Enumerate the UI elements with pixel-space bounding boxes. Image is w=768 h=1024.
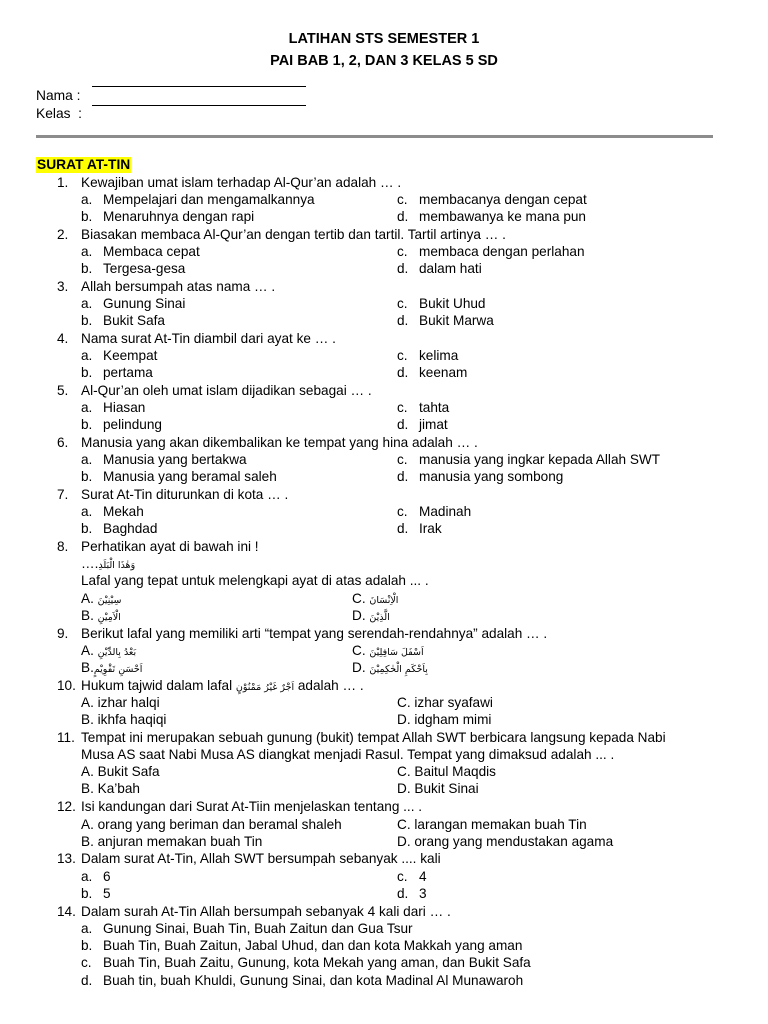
question-11 [57, 729, 737, 746]
option-text: Mekah [103, 504, 144, 519]
option-text: Buah Tin, Buah Zaitu, Gunung, kota Mekah yang aman, dan Bukit Safa [103, 955, 531, 970]
option-b: b. pelindung [81, 417, 162, 432]
option-text: pelindung [103, 417, 162, 432]
option-text: orang yang beriman dan beramal shaleh [97, 817, 342, 832]
option-text: Bukit Safa [97, 764, 160, 779]
option-d: D. Bukit Sinai [397, 781, 479, 796]
option-text: Irak [419, 521, 442, 536]
option-c: c. tahta [397, 400, 450, 415]
kelas-blank-line [92, 105, 306, 106]
option-text: Menaruhnya dengan rapi [103, 209, 255, 224]
option-arabic: اَسْفَلَ سَافِلِيْنَ [369, 647, 424, 658]
option-a: a. Gunung Sinai [81, 296, 186, 311]
option-d: d. Irak [397, 521, 442, 536]
question-text-2: Musa AS saat Nabi Musa AS diangkat menjadi Rasul. Tempat yang dimaksud adalah ... . [81, 747, 615, 762]
question-4 [57, 330, 737, 347]
option-text: Bukit Uhud [419, 296, 486, 311]
option-b: B. anjuran memakan buah Tin [81, 834, 263, 849]
option-a: a. Mekah [81, 504, 144, 519]
question-text: Surat At-Tin diturunkan di kota … . [81, 487, 289, 502]
option-c: C. izhar syafawi [397, 695, 493, 710]
option-text: jimat [419, 417, 448, 432]
question-text: Manusia yang akan dikembalikan ke tempat yang hina adalah … . [81, 435, 478, 450]
question-number: 3. [57, 279, 69, 294]
option-a: a. Manusia yang bertakwa [81, 452, 247, 467]
option-d: D. بِاَحْكَمِ الْحٰكِمِيْنَ [352, 660, 428, 675]
option-text: Bukit Safa [103, 313, 165, 328]
question-text: Hukum tajwid dalam lafal [81, 678, 233, 693]
option-text: izhar halqi [97, 695, 160, 710]
option-text: membawanya ke mana pun [419, 209, 586, 224]
question-13 [57, 850, 737, 867]
option-b: b. 5 [81, 886, 111, 901]
option-a: A. izhar halqi [81, 695, 160, 710]
ayat-arabic: وَهٰذَا الْبَلَدِ [98, 560, 136, 571]
option-arabic: بِاَحْكَمِ الْحٰكِمِيْنَ [369, 664, 428, 675]
question-number: 8. [57, 539, 69, 554]
question-2 [57, 226, 737, 243]
option-c: C. larangan memakan buah Tin [397, 817, 587, 832]
option-d: D. orang yang mendustakan agama [397, 834, 614, 849]
question-number: 10. [57, 678, 76, 693]
option-a: a. Keempat [81, 348, 158, 363]
option-text: izhar syafawi [414, 695, 493, 710]
option-text: tahta [419, 400, 450, 415]
option-b: b. pertama [81, 365, 153, 380]
option-c: c. Bukit Uhud [397, 296, 486, 311]
option-d: d. Buah tin, buah Khuldi, Gunung Sinai, dan kota Madinal Al Munawaroh [81, 973, 524, 988]
worksheet-title: LATIHAN STS SEMESTER 1 [288, 31, 480, 47]
question-text: Nama surat At-Tin diambil dari ayat ke … . [81, 331, 336, 346]
option-text: Bukit Marwa [419, 313, 494, 328]
option-text: keenam [419, 365, 468, 380]
nama-blank-line [92, 86, 306, 87]
option-text: manusia yang sombong [419, 469, 564, 484]
option-b: b. Tergesa-gesa [81, 261, 186, 276]
question-text: Perhatikan ayat di bawah ini ! [81, 539, 259, 554]
option-text: Hiasan [103, 400, 146, 415]
option-d: D. الَّذِيْنَ [352, 608, 390, 623]
option-a: A. orang yang beriman dan beramal shaleh [81, 817, 342, 832]
question-text: Tempat ini merupakan sebuah gunung (bukit) tempat Allah SWT berbicara langsung kepada Nabi [81, 730, 666, 745]
question-number: 14. [57, 904, 76, 919]
option-c: c. Madinah [397, 504, 472, 519]
question-7 [57, 486, 737, 503]
question-8 [57, 538, 737, 555]
option-text: ikhfa haqiqi [97, 712, 167, 727]
question-text-2: Lafal yang tepat untuk melengkapi ayat di atas adalah ... . [81, 573, 429, 588]
question-number: 4. [57, 331, 69, 346]
option-text: manusia yang ingkar kepada Allah SWT [419, 452, 661, 467]
option-text: Gunung Sinai, Buah Tin, Buah Zaitun dan Gua Tsur [103, 921, 413, 936]
option-text: Keempat [103, 348, 158, 363]
question-number: 11. [57, 730, 75, 745]
option-c: C. الْاِنْسَانَ [352, 591, 399, 606]
option-b: B. Ka’bah [81, 781, 140, 796]
option-c: c. manusia yang ingkar kepada Allah SWT [397, 452, 661, 467]
option-text: membacanya dengan cepat [419, 192, 587, 207]
option-a: A. Bukit Safa [81, 764, 160, 779]
option-text: Membaca cepat [103, 244, 200, 259]
option-text: Tergesa-gesa [103, 261, 186, 276]
option-d: d. 3 [397, 886, 427, 901]
question-text: Allah bersumpah atas nama … . [81, 279, 276, 294]
question-text: Biasakan membaca Al-Qur’an dengan tertib dan tartil. Tartil artinya … . [81, 227, 506, 242]
option-arabic: الْاِنْسَانَ [369, 595, 399, 606]
option-arabic: الَّذِيْنَ [369, 612, 390, 623]
option-text: 4 [419, 869, 427, 884]
question-number: 1. [57, 175, 69, 190]
option-c: c. membacanya dengan cepat [397, 192, 587, 207]
question-text: Berikut lafal yang memiliki arti “tempat yang serendah-rendahnya” adalah … . [81, 626, 548, 641]
question-number: 2. [57, 227, 69, 242]
option-b: B.اَحْسَنِ تَقْوِيْمٍ [81, 660, 143, 675]
question-text: Al-Qur’an oleh umat islam dijadikan sebagai … . [81, 383, 372, 398]
option-arabic: سِيْنِيْنَ [97, 595, 122, 606]
question-1 [57, 174, 737, 191]
option-text: larangan memakan buah Tin [414, 817, 587, 832]
option-text: Madinah [419, 504, 472, 519]
nama-label: Nama : [36, 88, 81, 103]
option-a: A. سِيْنِيْنَ [81, 591, 122, 606]
option-a: a. 6 [81, 869, 111, 884]
option-text: 6 [103, 869, 111, 884]
option-b: b. Manusia yang beramal saleh [81, 469, 277, 484]
kelas-label: Kelas : [36, 106, 83, 121]
option-text: pertama [103, 365, 153, 380]
option-text: membaca dengan perlahan [419, 244, 585, 259]
option-text: orang yang mendustakan agama [414, 834, 614, 849]
question-number: 12. [57, 799, 76, 814]
question-number: 7. [57, 487, 69, 502]
ayat-dots: …. [81, 556, 99, 571]
option-text: Manusia yang beramal saleh [103, 469, 277, 484]
question-14 [57, 903, 737, 920]
option-c: c. Buah Tin, Buah Zaitu, Gunung, kota Mekah yang aman, dan Bukit Safa [81, 955, 531, 970]
option-b: b. Baghdad [81, 521, 158, 536]
question-9 [57, 625, 737, 642]
question-number: 6. [57, 435, 69, 450]
option-b: b. Menaruhnya dengan rapi [81, 209, 255, 224]
option-text: dalam hati [419, 261, 482, 276]
option-c: c. 4 [397, 869, 427, 884]
header-divider [36, 135, 713, 138]
question-12 [57, 798, 737, 815]
option-c: c. kelima [397, 348, 459, 363]
option-d: d. membawanya ke mana pun [397, 209, 586, 224]
question-number: 9. [57, 626, 69, 641]
option-text: Ka’bah [97, 781, 140, 796]
option-b: B. ikhfa haqiqi [81, 712, 167, 727]
option-arabic: بَعْدُ بِالدِّيْنِ [97, 647, 137, 658]
option-text: Manusia yang bertakwa [103, 452, 247, 467]
option-c: C. اَسْفَلَ سَافِلِيْنَ [352, 643, 424, 658]
option-a: a. Gunung Sinai, Buah Tin, Buah Zaitun dan Gua Tsur [81, 921, 413, 936]
option-text: Buah Tin, Buah Zaitun, Jabal Uhud, dan dan kota Makkah yang aman [103, 938, 523, 953]
option-arabic: الْاَمِيْنِ [97, 612, 121, 623]
question-text: Isi kandungan dari Surat At-Tiin menjelaskan tentang ... . [81, 799, 423, 814]
option-d: d. dalam hati [397, 261, 482, 276]
option-text: Baghdad [103, 521, 158, 536]
option-b: b. Bukit Safa [81, 313, 165, 328]
option-arabic: اَحْسَنِ تَقْوِيْمٍ [93, 664, 143, 675]
question-5 [57, 382, 737, 399]
question-number: 13. [57, 851, 76, 866]
question-number: 5. [57, 383, 69, 398]
option-d: D. idgham mimi [397, 712, 492, 727]
option-a: a. Hiasan [81, 400, 146, 415]
option-text: 3 [419, 886, 427, 901]
question-text: Dalam surat At-Tin, Allah SWT bersumpah sebanyak .... kali [81, 851, 441, 866]
option-text: Gunung Sinai [103, 296, 186, 311]
option-b: b. Buah Tin, Buah Zaitun, Jabal Uhud, dan dan kota Makkah yang aman [81, 938, 523, 953]
question-6 [57, 434, 737, 451]
option-d: d. jimat [397, 417, 448, 432]
option-d: d. keenam [397, 365, 468, 380]
question-3 [57, 278, 737, 295]
option-text: Baitul Maqdis [414, 764, 496, 779]
question-text: Dalam surah At-Tin Allah bersumpah sebanyak 4 kali dari … . [81, 904, 451, 919]
question-text: Kewajiban umat islam terhadap Al-Qur’an adalah … . [81, 175, 402, 190]
option-d: d. manusia yang sombong [397, 469, 564, 484]
option-text: idgham mimi [414, 712, 492, 727]
option-a: a. Membaca cepat [81, 244, 200, 259]
section-title: SURAT AT-TIN [37, 157, 131, 172]
worksheet-subtitle: PAI BAB 1, 2, DAN 3 KELAS 5 SD [270, 53, 498, 69]
option-text: Bukit Sinai [414, 781, 479, 796]
question-text-end: adalah … . [297, 678, 364, 693]
option-c: C. Baitul Maqdis [397, 764, 496, 779]
option-text: anjuran memakan buah Tin [97, 834, 263, 849]
option-d: d. Bukit Marwa [397, 313, 494, 328]
option-a: a. Mempelajari dan mengamalkannya [81, 192, 315, 207]
option-text: Mempelajari dan mengamalkannya [103, 192, 315, 207]
option-text: Buah tin, buah Khuldi, Gunung Sinai, dan kota Madinal Al Munawaroh [103, 973, 524, 988]
option-text: 5 [103, 886, 111, 901]
option-text: kelima [419, 348, 459, 363]
lafal-arabic: اَجْرٌ غَيْرُ مَمْنُوْنٍ [235, 682, 295, 693]
option-a: A. بَعْدُ بِالدِّيْنِ [81, 643, 137, 658]
option-b: B. الْاَمِيْنِ [81, 608, 121, 623]
option-c: c. membaca dengan perlahan [397, 244, 585, 259]
